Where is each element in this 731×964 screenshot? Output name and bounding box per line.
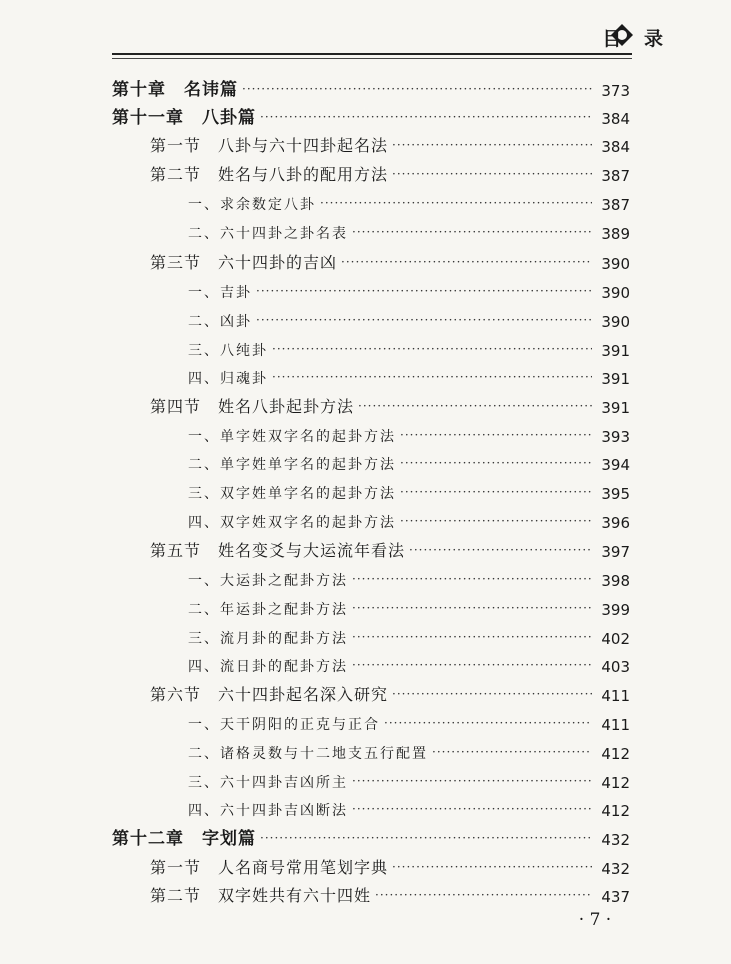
toc-entry-page: 432 (601, 831, 630, 849)
header-rule (112, 53, 632, 55)
toc-entry-title: 二、诸格灵数与十二地支五行配置 (188, 746, 428, 762)
toc-entry-title: 四、六十四卦吉凶断法 (188, 803, 348, 819)
toc-leader-dots (256, 280, 592, 302)
toc-leader-dots (358, 395, 592, 417)
toc-entry-page: 373 (601, 82, 630, 100)
toc-entry-title: 三、双字姓单字名的起卦方法 (188, 486, 396, 502)
toc-entry (188, 593, 630, 619)
toc-entry (150, 852, 630, 878)
toc-entry-page: 390 (601, 255, 630, 273)
toc-entry-page: 398 (601, 572, 630, 590)
toc-entry-page: 390 (601, 284, 630, 302)
toc-leader-dots (375, 884, 592, 906)
toc-entry-title: 第十章 名讳篇 (112, 80, 238, 100)
toc-entry-page: 390 (601, 313, 630, 331)
page-header (0, 0, 731, 60)
toc-entry (188, 188, 630, 214)
toc-entry-title: 第二节 双字姓共有六十四姓 (150, 886, 372, 905)
toc-leader-dots (272, 366, 592, 388)
toc-entry (188, 477, 630, 503)
toc-entry-page: 397 (601, 543, 630, 561)
toc-entry-page: 411 (601, 716, 630, 734)
toc-leader-dots (256, 309, 592, 331)
toc-entry-page: 391 (601, 342, 630, 360)
toc-entry-title: 一、天干阴阳的正克与正合 (188, 717, 380, 733)
toc-entry (188, 448, 630, 474)
toc-leader-dots (272, 338, 592, 360)
toc-entry-title: 一、吉卦 (188, 285, 252, 301)
toc-entry-title: 四、双字姓双字名的起卦方法 (188, 515, 396, 531)
toc-entry-title: 三、六十四卦吉凶所主 (188, 775, 348, 791)
toc-entry-title: 第四节 姓名八卦起卦方法 (150, 397, 355, 416)
toc-entry (150, 159, 630, 185)
toc-entry-page: 395 (601, 485, 630, 503)
toc-entry-page: 403 (601, 658, 630, 676)
toc-entry-page: 412 (601, 745, 630, 763)
toc-entry-page: 412 (601, 802, 630, 820)
toc-entry-title: 第六节 六十四卦起名深入研究 (150, 685, 389, 704)
toc-entry (150, 679, 630, 705)
toc-entry (150, 247, 630, 273)
toc-leader-dots (320, 192, 592, 214)
toc-entry-title: 二、单字姓单字名的起卦方法 (188, 457, 396, 473)
toc-entry-title: 一、求余数定八卦 (188, 197, 316, 213)
toc-entry-title: 第五节 姓名变爻与大运流年看法 (150, 541, 406, 560)
toc-leader-dots (352, 221, 592, 243)
toc-entry (188, 564, 630, 590)
toc-entry (188, 650, 630, 676)
toc-entry-title: 第三节 六十四卦的吉凶 (150, 253, 338, 272)
toc-entry-page: 396 (601, 514, 630, 532)
toc-entry-title: 二、六十四卦之卦名表 (188, 226, 348, 242)
toc-entry-title: 三、八纯卦 (188, 343, 268, 359)
toc-entry-title: 四、归魂卦 (188, 371, 268, 387)
toc-leader-dots (392, 163, 592, 185)
toc-entry (188, 794, 630, 820)
toc-leader-dots (392, 856, 592, 878)
toc-entry (188, 622, 630, 648)
toc-entry-title: 三、流月卦的配卦方法 (188, 631, 348, 647)
toc-entry-page: 384 (601, 110, 630, 128)
toc-leader-dots (400, 510, 592, 532)
toc-entry-page: 393 (601, 428, 630, 446)
toc-entry (188, 737, 630, 763)
toc-leader-dots (400, 424, 592, 446)
toc-leader-dots (260, 106, 592, 128)
toc-leader-dots (400, 452, 592, 474)
toc-entry (150, 535, 630, 561)
toc-entry (188, 305, 630, 331)
toc-entry-title: 二、年运卦之配卦方法 (188, 602, 348, 618)
toc-entry-title: 二、凶卦 (188, 314, 252, 330)
toc-entry-title: 第二节 姓名与八卦的配用方法 (150, 165, 389, 184)
toc-entry (188, 708, 630, 734)
toc-leader-dots (409, 539, 592, 561)
toc-leader-dots (242, 78, 592, 100)
toc-entry (188, 334, 630, 360)
toc-entry-page: 399 (601, 601, 630, 619)
toc-entry-page: 389 (601, 225, 630, 243)
toc-leader-dots (352, 770, 592, 792)
toc-leader-dots (392, 134, 592, 156)
toc-entry (188, 420, 630, 446)
toc-entry-page: 437 (601, 888, 630, 906)
toc-leader-dots (341, 251, 592, 273)
page-number: · 7 · (578, 910, 612, 930)
toc-entry-page: 387 (601, 196, 630, 214)
toc-leader-dots (352, 798, 592, 820)
toc-leader-dots (384, 712, 592, 734)
toc-entry-page: 394 (601, 456, 630, 474)
toc-entry-page: 387 (601, 167, 630, 185)
toc-leader-dots (400, 481, 592, 503)
toc-leader-dots (352, 654, 592, 676)
toc-entry (112, 823, 630, 849)
toc-leader-dots (392, 683, 592, 705)
toc-entry (188, 506, 630, 532)
toc-entry-title: 第十二章 字划篇 (112, 829, 256, 849)
toc-entry-title: 四、流日卦的配卦方法 (188, 659, 348, 675)
toc-leader-dots (352, 568, 592, 590)
toc-entry (188, 362, 630, 388)
toc-entry (150, 391, 630, 417)
toc-leader-dots (352, 597, 592, 619)
toc-entry-title: 第一节 八卦与六十四卦起名法 (150, 136, 389, 155)
toc-entry (188, 217, 630, 243)
toc-entry-page: 391 (601, 370, 630, 388)
toc-entry (188, 276, 630, 302)
toc-entry (112, 74, 630, 100)
toc-entry-page: 412 (601, 774, 630, 792)
toc-entry-page: 432 (601, 860, 630, 878)
toc-entry-title: 第十一章 八卦篇 (112, 108, 256, 128)
toc-entry-page: 384 (601, 138, 630, 156)
toc-entry-page: 391 (601, 399, 630, 417)
toc-entry-page: 402 (601, 630, 630, 648)
toc-leader-dots (352, 626, 592, 648)
toc-entry-page: 411 (601, 687, 630, 705)
header-title: 目 录 (602, 28, 671, 50)
header-rule-secondary (112, 58, 632, 59)
toc-entry (150, 880, 630, 906)
toc-entry (112, 102, 630, 128)
toc-entry (150, 130, 630, 156)
toc-leader-dots (260, 827, 592, 849)
toc-leader-dots (432, 741, 592, 763)
toc-entry-title: 一、大运卦之配卦方法 (188, 573, 348, 589)
toc-entry (188, 766, 630, 792)
toc-entry-title: 第一节 人名商号常用笔划字典 (150, 858, 389, 877)
toc-entry-title: 一、单字姓双字名的起卦方法 (188, 429, 396, 445)
